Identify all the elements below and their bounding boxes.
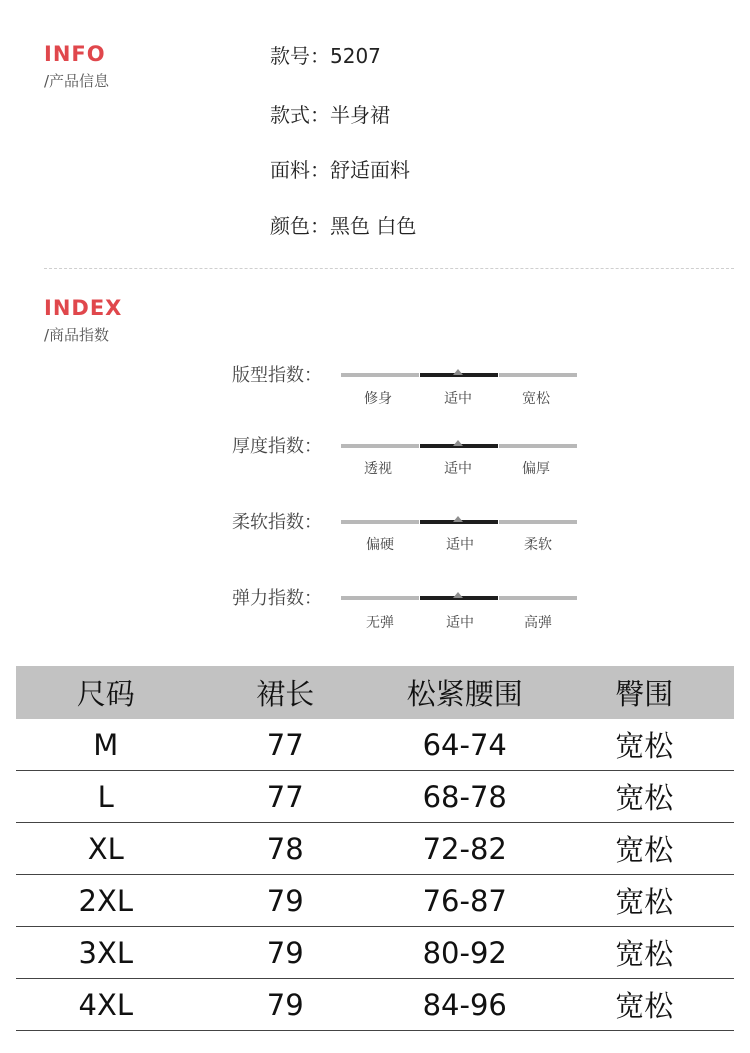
index-option-selected: 适中 xyxy=(446,615,474,631)
cell-size: 4XL xyxy=(16,979,196,1031)
cell-hip: 宽松 xyxy=(555,875,735,927)
cell-waist: 68-78 xyxy=(375,771,555,823)
cell-hip: 宽松 xyxy=(555,927,735,979)
table-row xyxy=(16,719,734,771)
info-row-style xyxy=(270,99,390,128)
cell-waist: 80-92 xyxy=(375,927,555,979)
cell-waist: 84-96 xyxy=(375,979,555,1031)
scale-marker-icon xyxy=(453,516,463,522)
cell-length: 78 xyxy=(196,823,376,875)
cell-length: 79 xyxy=(196,979,376,1031)
index-option: 透视 xyxy=(364,461,392,477)
cell-size: M xyxy=(16,719,196,771)
index-option: 宽松 xyxy=(522,391,550,407)
cell-size: 3XL xyxy=(16,927,196,979)
scale-marker-icon xyxy=(453,440,463,446)
index-scale-softness xyxy=(341,520,577,524)
scale-marker-icon xyxy=(453,592,463,598)
size-chart-table xyxy=(16,666,734,1031)
header-hip: 臀围 xyxy=(555,666,735,719)
cell-waist: 72-82 xyxy=(375,823,555,875)
cell-hip: 宽松 xyxy=(555,719,735,771)
cell-size: L xyxy=(16,771,196,823)
index-scale-thickness xyxy=(341,444,577,448)
table-row xyxy=(16,823,734,875)
index-scale-fit xyxy=(341,373,577,377)
index-option-selected: 适中 xyxy=(444,391,472,407)
cell-length: 79 xyxy=(196,927,376,979)
cell-size: 2XL xyxy=(16,875,196,927)
table-row xyxy=(16,927,734,979)
index-section-subtitle: /商品指数 xyxy=(44,326,110,344)
info-label: 面料： xyxy=(270,158,330,182)
section-divider xyxy=(44,268,734,269)
cell-length: 79 xyxy=(196,875,376,927)
cell-hip: 宽松 xyxy=(555,979,735,1031)
table-row xyxy=(16,979,734,1031)
scale-segment xyxy=(341,596,419,600)
index-option: 无弹 xyxy=(366,615,394,631)
index-scale-elasticity xyxy=(341,596,577,600)
scale-segment xyxy=(499,596,577,600)
info-row-fabric xyxy=(270,154,410,183)
scale-marker-icon xyxy=(453,369,463,375)
header-size: 尺码 xyxy=(16,666,196,719)
cell-hip: 宽松 xyxy=(555,771,735,823)
info-value: 半身裙 xyxy=(330,103,390,127)
index-option: 偏硬 xyxy=(366,537,394,553)
info-label: 款式： xyxy=(270,103,330,127)
info-label: 款号： xyxy=(270,44,330,68)
index-option: 柔软 xyxy=(524,537,552,553)
index-label-elasticity: 弹力指数： xyxy=(232,588,322,609)
cell-length: 77 xyxy=(196,719,376,771)
scale-segment xyxy=(499,444,577,448)
scale-segment xyxy=(341,444,419,448)
info-row-style-number xyxy=(270,40,381,69)
info-section-subtitle: /产品信息 xyxy=(44,72,110,90)
table-header-row xyxy=(16,666,734,719)
info-label: 颜色： xyxy=(270,214,330,238)
cell-waist: 64-74 xyxy=(375,719,555,771)
index-label-thickness: 厚度指数： xyxy=(232,436,322,457)
scale-segment xyxy=(341,373,419,377)
index-option: 修身 xyxy=(364,391,392,407)
scale-segment xyxy=(499,520,577,524)
index-option-selected: 适中 xyxy=(444,461,472,477)
index-label-fit: 版型指数： xyxy=(232,365,322,386)
scale-segment xyxy=(499,373,577,377)
header-skirt-length: 裙长 xyxy=(196,666,376,719)
cell-size: XL xyxy=(16,823,196,875)
info-section-title: INFO xyxy=(44,42,106,66)
index-section-title: INDEX xyxy=(44,296,123,320)
cell-hip: 宽松 xyxy=(555,823,735,875)
index-option: 偏厚 xyxy=(522,461,550,477)
scale-segment xyxy=(341,520,419,524)
index-option-selected: 适中 xyxy=(446,537,474,553)
index-option: 高弹 xyxy=(524,615,552,631)
info-value: 5207 xyxy=(330,44,381,68)
cell-waist: 76-87 xyxy=(375,875,555,927)
cell-length: 77 xyxy=(196,771,376,823)
info-value: 舒适面料 xyxy=(330,158,410,182)
header-waist: 松紧腰围 xyxy=(375,666,555,719)
info-row-color xyxy=(270,210,416,239)
table-row xyxy=(16,875,734,927)
table-row xyxy=(16,771,734,823)
info-value: 黑色 白色 xyxy=(330,214,417,238)
index-label-softness: 柔软指数： xyxy=(232,512,322,533)
